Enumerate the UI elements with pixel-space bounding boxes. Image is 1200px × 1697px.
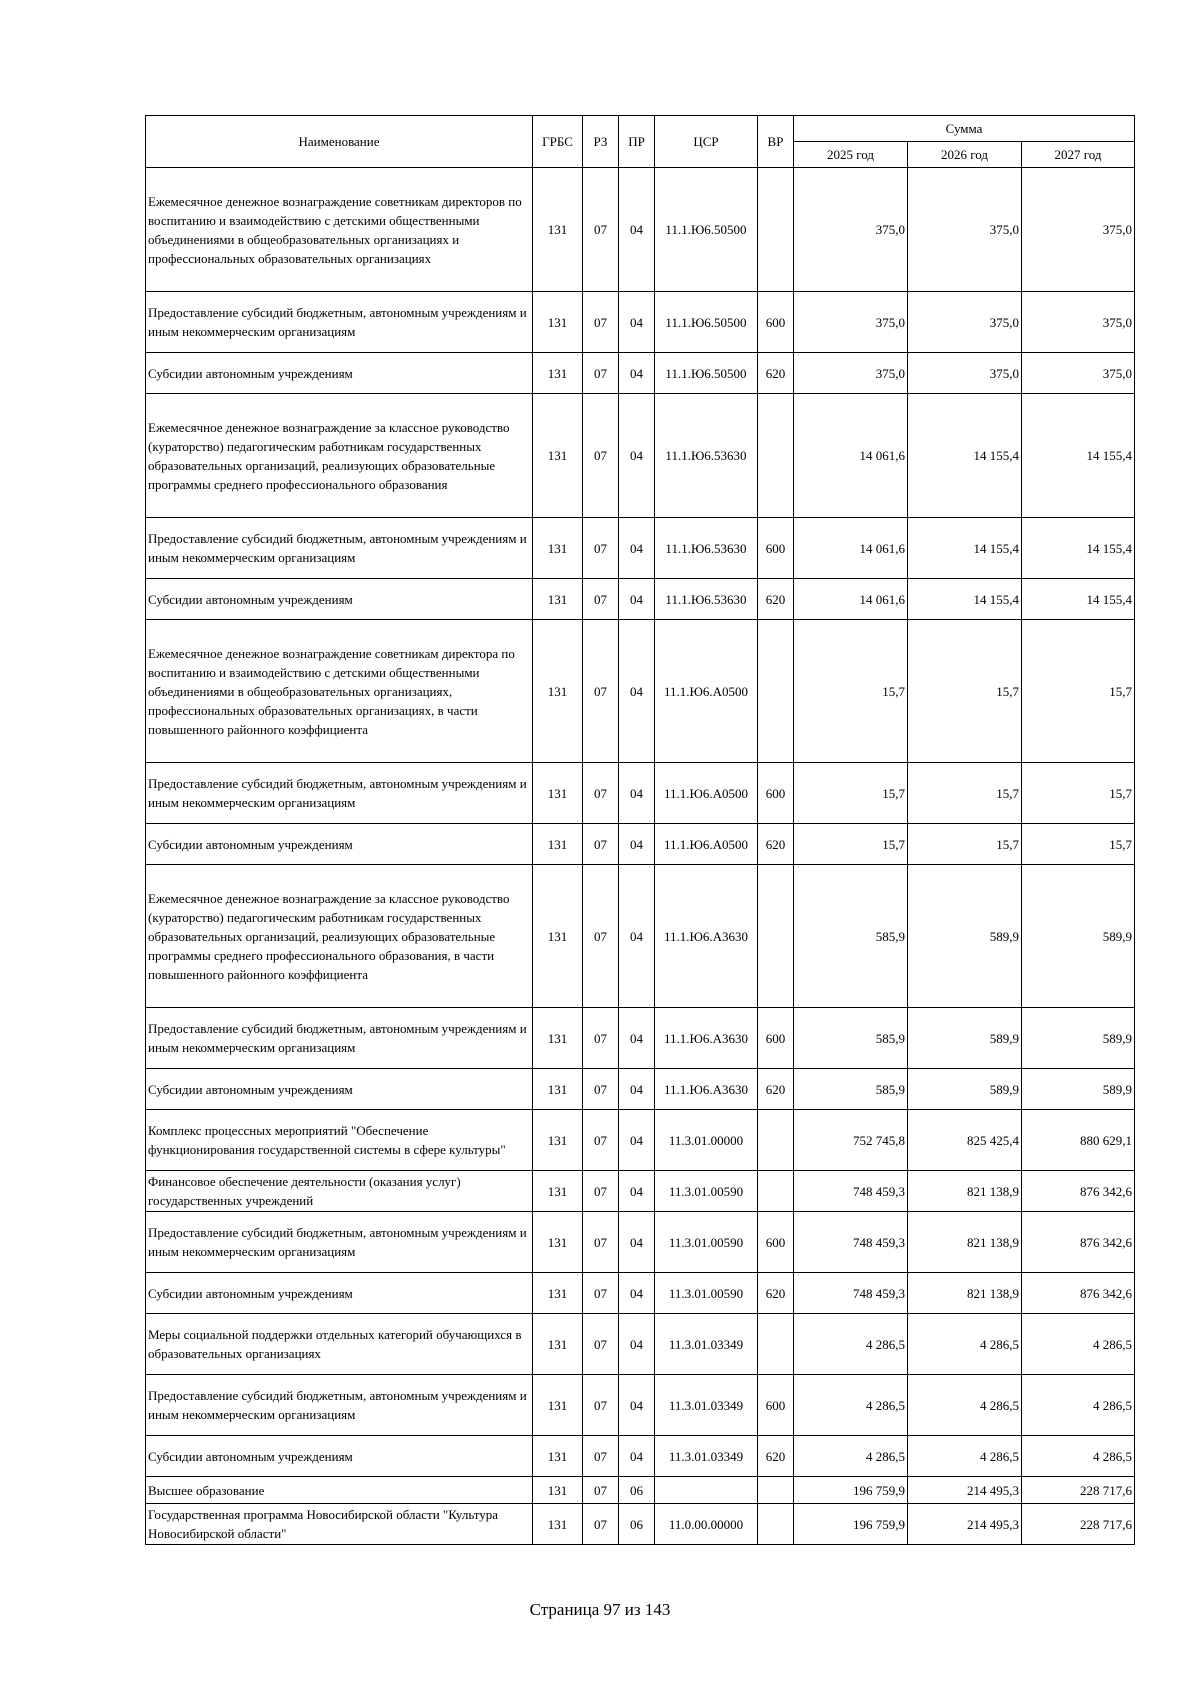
table-row [146, 1110, 1135, 1171]
row-name: Субсидии автономным учреждениям [146, 1436, 533, 1477]
row-amount-2025: 15,7 [794, 824, 908, 865]
header-grbs: ГРБС [533, 116, 583, 168]
row-rz: 07 [583, 1314, 619, 1375]
row-csr: 11.1.Ю6.А0500 [655, 763, 758, 824]
header-csr: ЦСР [655, 116, 758, 168]
row-amount-2026: 14 155,4 [908, 579, 1022, 620]
row-csr: 11.1.Ю6.53630 [655, 394, 758, 518]
row-name: Предоставление субсидий бюджетным, автономным учреждениям и иным некоммерческим организациям [146, 1375, 533, 1436]
row-amount-2025: 196 759,9 [794, 1504, 908, 1545]
row-pr: 04 [619, 1171, 655, 1212]
row-amount-2026: 821 138,9 [908, 1212, 1022, 1273]
row-pr: 06 [619, 1504, 655, 1545]
table-row [146, 518, 1135, 579]
row-grbs: 131 [533, 1008, 583, 1069]
row-pr: 04 [619, 763, 655, 824]
row-vr [758, 865, 794, 1008]
header-year-2025: 2025 год [794, 142, 908, 168]
row-grbs: 131 [533, 865, 583, 1008]
row-amount-2025: 4 286,5 [794, 1436, 908, 1477]
row-pr: 04 [619, 1273, 655, 1314]
row-name: Предоставление субсидий бюджетным, автономным учреждениям и иным некоммерческим организациям [146, 1008, 533, 1069]
table-row [146, 824, 1135, 865]
row-amount-2027: 15,7 [1022, 620, 1135, 763]
header-year-2027: 2027 год [1022, 142, 1135, 168]
table-row [146, 1504, 1135, 1545]
row-grbs: 131 [533, 518, 583, 579]
table-row [146, 1171, 1135, 1212]
row-csr: 11.3.01.00590 [655, 1171, 758, 1212]
row-pr: 04 [619, 1212, 655, 1273]
table-header [146, 116, 1135, 168]
row-amount-2025: 752 745,8 [794, 1110, 908, 1171]
row-amount-2026: 4 286,5 [908, 1314, 1022, 1375]
row-grbs: 131 [533, 620, 583, 763]
header-sum: Сумма [794, 116, 1135, 142]
row-rz: 07 [583, 1477, 619, 1504]
row-amount-2026: 15,7 [908, 763, 1022, 824]
row-vr: 600 [758, 518, 794, 579]
row-name: Ежемесячное денежное вознаграждение советникам директора по воспитанию и взаимодействию с детскими общественными объединениями в общеобразовательных организациях, профессиональных образовательных организациях, в части повышенного районного коэффициента [146, 620, 533, 763]
row-vr: 600 [758, 292, 794, 353]
row-amount-2027: 375,0 [1022, 168, 1135, 292]
row-csr: 11.1.Ю6.53630 [655, 518, 758, 579]
row-amount-2025: 748 459,3 [794, 1171, 908, 1212]
row-pr: 04 [619, 1110, 655, 1171]
row-grbs: 131 [533, 1273, 583, 1314]
row-csr: 11.1.Ю6.53630 [655, 579, 758, 620]
row-rz: 07 [583, 1212, 619, 1273]
row-amount-2025: 14 061,6 [794, 394, 908, 518]
row-vr: 620 [758, 353, 794, 394]
row-grbs: 131 [533, 292, 583, 353]
row-csr: 11.3.01.03349 [655, 1436, 758, 1477]
budget-table [145, 115, 1135, 1545]
row-grbs: 131 [533, 1314, 583, 1375]
row-name: Предоставление субсидий бюджетным, автономным учреждениям и иным некоммерческим организациям [146, 763, 533, 824]
table-row [146, 394, 1135, 518]
row-amount-2026: 214 495,3 [908, 1477, 1022, 1504]
row-csr: 11.1.Ю6.А0500 [655, 620, 758, 763]
row-vr: 600 [758, 1008, 794, 1069]
row-amount-2027: 15,7 [1022, 763, 1135, 824]
row-name: Меры социальной поддержки отдельных категорий обучающихся в образовательных организациях [146, 1314, 533, 1375]
row-grbs: 131 [533, 1436, 583, 1477]
row-amount-2025: 585,9 [794, 865, 908, 1008]
table-row [146, 763, 1135, 824]
row-name: Субсидии автономным учреждениям [146, 824, 533, 865]
row-amount-2027: 589,9 [1022, 1069, 1135, 1110]
row-pr: 04 [619, 579, 655, 620]
row-vr: 620 [758, 824, 794, 865]
table-row [146, 1477, 1135, 1504]
row-amount-2027: 4 286,5 [1022, 1436, 1135, 1477]
row-rz: 07 [583, 620, 619, 763]
row-amount-2027: 375,0 [1022, 353, 1135, 394]
header-vr: ВР [758, 116, 794, 168]
row-amount-2025: 585,9 [794, 1069, 908, 1110]
row-csr: 11.1.Ю6.А3630 [655, 1008, 758, 1069]
row-grbs: 131 [533, 1477, 583, 1504]
row-rz: 07 [583, 1504, 619, 1545]
row-rz: 07 [583, 1110, 619, 1171]
row-vr: 620 [758, 579, 794, 620]
table-row [146, 1069, 1135, 1110]
row-grbs: 131 [533, 1110, 583, 1171]
row-amount-2026: 375,0 [908, 168, 1022, 292]
row-name: Ежемесячное денежное вознаграждение за классное руководство (кураторство) педагогическим работникам государственных образовательных организаций, реализующих образовательные программы среднего профессионального образования, в части повышенного районного коэффициента [146, 865, 533, 1008]
row-amount-2025: 14 061,6 [794, 579, 908, 620]
row-amount-2027: 4 286,5 [1022, 1314, 1135, 1375]
row-name: Комплекс процессных мероприятий "Обеспечение функционирования государственной системы в сфере культуры" [146, 1110, 533, 1171]
row-amount-2025: 585,9 [794, 1008, 908, 1069]
row-grbs: 131 [533, 353, 583, 394]
header-name: Наименование [146, 116, 533, 168]
row-amount-2026: 589,9 [908, 865, 1022, 1008]
row-rz: 07 [583, 168, 619, 292]
row-pr: 04 [619, 292, 655, 353]
row-name: Субсидии автономным учреждениям [146, 579, 533, 620]
row-grbs: 131 [533, 579, 583, 620]
row-rz: 07 [583, 1069, 619, 1110]
row-grbs: 131 [533, 1069, 583, 1110]
row-name: Предоставление субсидий бюджетным, автономным учреждениям и иным некоммерческим организациям [146, 518, 533, 579]
row-csr: 11.1.Ю6.50500 [655, 292, 758, 353]
row-vr [758, 1171, 794, 1212]
row-name: Предоставление субсидий бюджетным, автономным учреждениям и иным некоммерческим организациям [146, 292, 533, 353]
row-amount-2026: 14 155,4 [908, 518, 1022, 579]
row-name: Субсидии автономным учреждениям [146, 1273, 533, 1314]
row-vr [758, 168, 794, 292]
row-amount-2026: 15,7 [908, 824, 1022, 865]
table-row [146, 579, 1135, 620]
row-csr: 11.0.00.00000 [655, 1504, 758, 1545]
row-amount-2026: 821 138,9 [908, 1273, 1022, 1314]
row-csr: 11.1.Ю6.50500 [655, 353, 758, 394]
row-rz: 07 [583, 1375, 619, 1436]
header-year-2026: 2026 год [908, 142, 1022, 168]
row-vr [758, 394, 794, 518]
row-vr: 620 [758, 1069, 794, 1110]
row-amount-2027: 4 286,5 [1022, 1375, 1135, 1436]
table-row [146, 1008, 1135, 1069]
row-pr: 04 [619, 1375, 655, 1436]
row-rz: 07 [583, 1171, 619, 1212]
row-amount-2027: 876 342,6 [1022, 1171, 1135, 1212]
row-amount-2025: 4 286,5 [794, 1375, 908, 1436]
row-amount-2026: 14 155,4 [908, 394, 1022, 518]
row-amount-2026: 821 138,9 [908, 1171, 1022, 1212]
row-amount-2025: 375,0 [794, 353, 908, 394]
row-csr: 11.3.01.00000 [655, 1110, 758, 1171]
row-csr [655, 1477, 758, 1504]
row-pr: 04 [619, 1436, 655, 1477]
row-rz: 07 [583, 579, 619, 620]
table-row [146, 292, 1135, 353]
row-csr: 11.1.Ю6.А0500 [655, 824, 758, 865]
table-row [146, 620, 1135, 763]
row-vr [758, 1110, 794, 1171]
table-row [146, 168, 1135, 292]
row-amount-2025: 748 459,3 [794, 1273, 908, 1314]
row-grbs: 131 [533, 394, 583, 518]
row-grbs: 131 [533, 1212, 583, 1273]
table-body [146, 168, 1135, 1545]
table-row [146, 1314, 1135, 1375]
row-vr [758, 620, 794, 763]
row-grbs: 131 [533, 1504, 583, 1545]
row-name: Высшее образование [146, 1477, 533, 1504]
row-name: Ежемесячное денежное вознаграждение за классное руководство (кураторство) педагогическим работникам государственных образовательных организаций, реализующих образовательные программы среднего профессионального образования [146, 394, 533, 518]
row-pr: 04 [619, 168, 655, 292]
row-pr: 04 [619, 1069, 655, 1110]
page-number: Страница 97 из 143 [529, 1600, 671, 1619]
row-csr: 11.1.Ю6.А3630 [655, 1069, 758, 1110]
row-pr: 04 [619, 518, 655, 579]
row-amount-2025: 14 061,6 [794, 518, 908, 579]
table-row [146, 865, 1135, 1008]
row-amount-2025: 15,7 [794, 620, 908, 763]
row-amount-2025: 196 759,9 [794, 1477, 908, 1504]
row-pr: 04 [619, 1314, 655, 1375]
row-pr: 04 [619, 824, 655, 865]
row-amount-2026: 4 286,5 [908, 1436, 1022, 1477]
row-name: Ежемесячное денежное вознаграждение советникам директоров по воспитанию и взаимодействию с детскими общественными объединениями в общеобразовательных организациях и профессиональных образовательных организациях [146, 168, 533, 292]
row-amount-2025: 15,7 [794, 763, 908, 824]
row-amount-2026: 589,9 [908, 1008, 1022, 1069]
table-row [146, 353, 1135, 394]
row-amount-2027: 876 342,6 [1022, 1212, 1135, 1273]
row-amount-2025: 375,0 [794, 292, 908, 353]
row-vr: 620 [758, 1436, 794, 1477]
row-pr: 06 [619, 1477, 655, 1504]
row-rz: 07 [583, 292, 619, 353]
row-pr: 04 [619, 394, 655, 518]
row-grbs: 131 [533, 763, 583, 824]
row-amount-2027: 15,7 [1022, 824, 1135, 865]
row-name: Финансовое обеспечение деятельности (оказания услуг) государственных учреждений [146, 1171, 533, 1212]
row-amount-2026: 15,7 [908, 620, 1022, 763]
row-vr: 620 [758, 1273, 794, 1314]
row-pr: 04 [619, 353, 655, 394]
row-rz: 07 [583, 1273, 619, 1314]
row-vr [758, 1504, 794, 1545]
row-amount-2027: 589,9 [1022, 865, 1135, 1008]
row-grbs: 131 [533, 1171, 583, 1212]
row-amount-2027: 14 155,4 [1022, 579, 1135, 620]
row-amount-2027: 876 342,6 [1022, 1273, 1135, 1314]
table-row [146, 1436, 1135, 1477]
row-name: Субсидии автономным учреждениям [146, 353, 533, 394]
row-amount-2025: 375,0 [794, 168, 908, 292]
header-rz: РЗ [583, 116, 619, 168]
row-rz: 07 [583, 1008, 619, 1069]
row-amount-2026: 825 425,4 [908, 1110, 1022, 1171]
row-name: Субсидии автономным учреждениям [146, 1069, 533, 1110]
row-grbs: 131 [533, 824, 583, 865]
row-amount-2026: 214 495,3 [908, 1504, 1022, 1545]
row-grbs: 131 [533, 1375, 583, 1436]
row-amount-2027: 880 629,1 [1022, 1110, 1135, 1171]
header-pr: ПР [619, 116, 655, 168]
row-name: Предоставление субсидий бюджетным, автономным учреждениям и иным некоммерческим организациям [146, 1212, 533, 1273]
row-amount-2027: 14 155,4 [1022, 394, 1135, 518]
row-rz: 07 [583, 824, 619, 865]
row-amount-2026: 375,0 [908, 292, 1022, 353]
row-amount-2027: 14 155,4 [1022, 518, 1135, 579]
row-amount-2026: 375,0 [908, 353, 1022, 394]
row-csr: 11.3.01.00590 [655, 1273, 758, 1314]
row-amount-2026: 589,9 [908, 1069, 1022, 1110]
row-amount-2027: 375,0 [1022, 292, 1135, 353]
row-vr [758, 1314, 794, 1375]
row-pr: 04 [619, 1008, 655, 1069]
table-row [146, 1375, 1135, 1436]
row-amount-2025: 748 459,3 [794, 1212, 908, 1273]
row-rz: 07 [583, 353, 619, 394]
row-amount-2027: 228 717,6 [1022, 1504, 1135, 1545]
row-amount-2027: 589,9 [1022, 1008, 1135, 1069]
row-csr: 11.1.Ю6.А3630 [655, 865, 758, 1008]
row-rz: 07 [583, 394, 619, 518]
row-rz: 07 [583, 518, 619, 579]
row-rz: 07 [583, 865, 619, 1008]
table-row [146, 1273, 1135, 1314]
row-vr [758, 1477, 794, 1504]
table-row [146, 1212, 1135, 1273]
row-amount-2025: 4 286,5 [794, 1314, 908, 1375]
row-vr: 600 [758, 1212, 794, 1273]
row-grbs: 131 [533, 168, 583, 292]
row-vr: 600 [758, 763, 794, 824]
row-csr: 11.3.01.03349 [655, 1314, 758, 1375]
row-vr: 600 [758, 1375, 794, 1436]
row-pr: 04 [619, 620, 655, 763]
row-rz: 07 [583, 1436, 619, 1477]
row-csr: 11.1.Ю6.50500 [655, 168, 758, 292]
row-amount-2026: 4 286,5 [908, 1375, 1022, 1436]
row-csr: 11.3.01.00590 [655, 1212, 758, 1273]
row-rz: 07 [583, 763, 619, 824]
row-amount-2027: 228 717,6 [1022, 1477, 1135, 1504]
row-name: Государственная программа Новосибирской области "Культура Новосибирской области" [146, 1504, 533, 1545]
row-pr: 04 [619, 865, 655, 1008]
row-csr: 11.3.01.03349 [655, 1375, 758, 1436]
